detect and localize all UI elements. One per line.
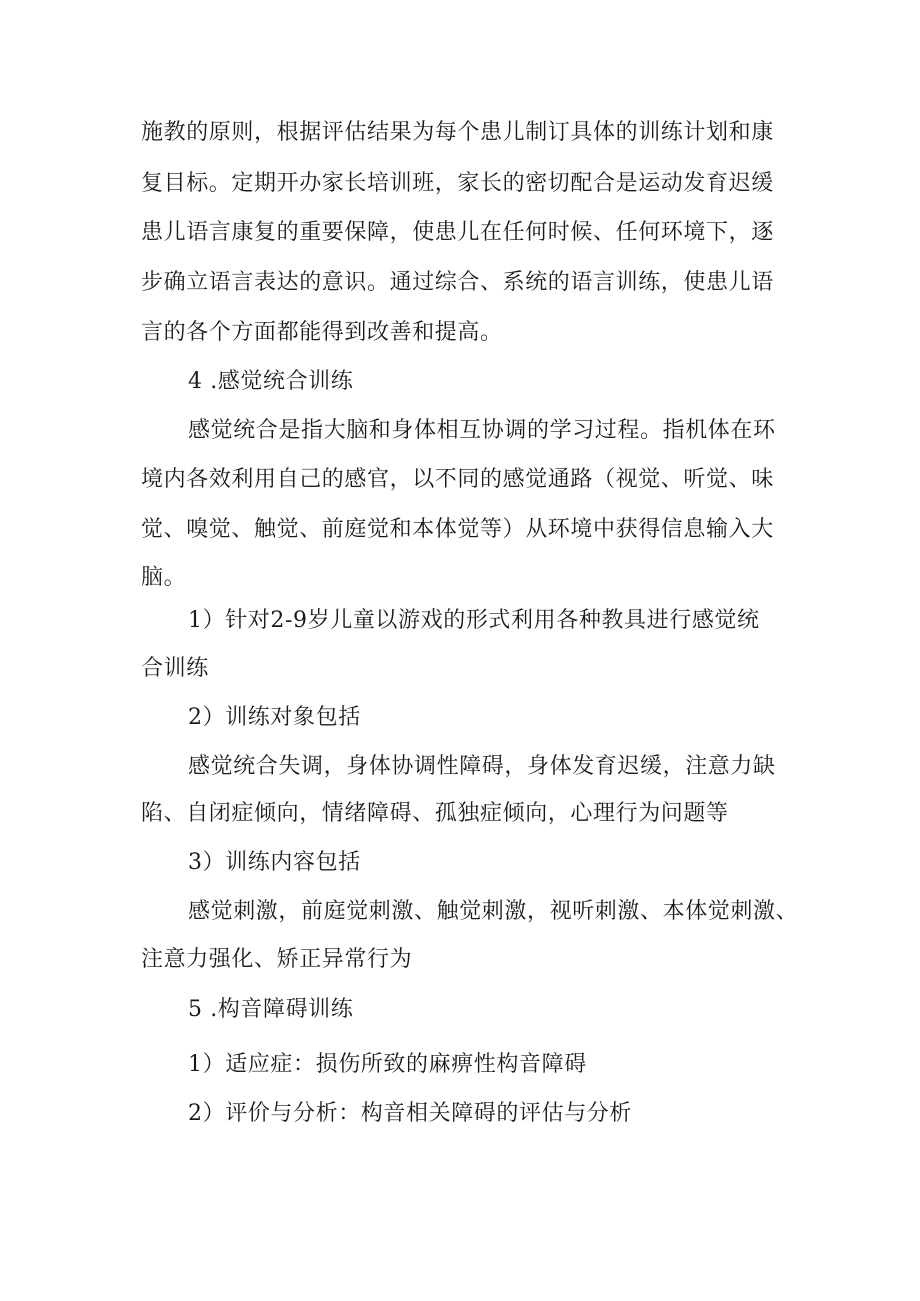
paragraph-line: 复目标。定期开办家长培训班，家长的密切配合是运动发育迟缓 (141, 171, 774, 196)
list-item-1: 1）针对2-9岁儿童以游戏的形式利用各种教具进行感觉统 (188, 608, 760, 633)
paragraph-line: 境内各效利用自己的感官，以不同的感觉通路（视觉、听觉、味 (141, 467, 774, 492)
section-4-heading: 4 .感觉统合训练 (188, 369, 354, 394)
paragraph-line: 施教的原则，根据评估结果为每个患儿制订具体的训练计划和康 (141, 120, 774, 145)
paragraph-line: 感觉统合是指大脑和身体相互协调的学习过程。指机体在环 (188, 418, 776, 443)
paragraph-line: 患儿语言康复的重要保障，使患儿在任何时候、任何环境下，逐 (141, 220, 774, 245)
paragraph-line: 注意力强化、矫正异常行为 (141, 947, 413, 972)
paragraph-line: 步确立语言表达的意识。通过综合、系统的语言训练，使患儿语 (141, 270, 774, 295)
paragraph-line: 陷、自闭症倾向，情绪障碍、孤独症倾向，心理行为问题等 (141, 801, 729, 826)
paragraph-line: 感觉刺激，前庭觉刺激、触觉刺激，视听刺激、本体觉刺激、 (188, 899, 799, 924)
list-item-2-title: 2）训练对象包括 (188, 705, 361, 730)
section-5-item-2: 2）评价与分析：构音相关障碍的评估与分析 (188, 1101, 632, 1126)
paragraph-line: 言的各个方面都能得到改善和提高。 (141, 320, 503, 345)
list-item-3-title: 3）训练内容包括 (188, 850, 361, 875)
section-5-item-1: 1）适应症：损伤所致的麻痹性构音障碍 (188, 1052, 587, 1077)
paragraph-line: 脑。 (141, 565, 187, 590)
paragraph-line: 觉、嗅觉、触觉、前庭觉和本体觉等）从环境中获得信息输入大 (141, 517, 774, 542)
paragraph-line: 感觉统合失调，身体协调性障碍，身体发育迟缓，注意力缺 (188, 754, 776, 779)
section-5-heading: 5 .构音障碍训练 (188, 997, 354, 1022)
list-item-1-continuation: 合训练 (141, 656, 209, 681)
